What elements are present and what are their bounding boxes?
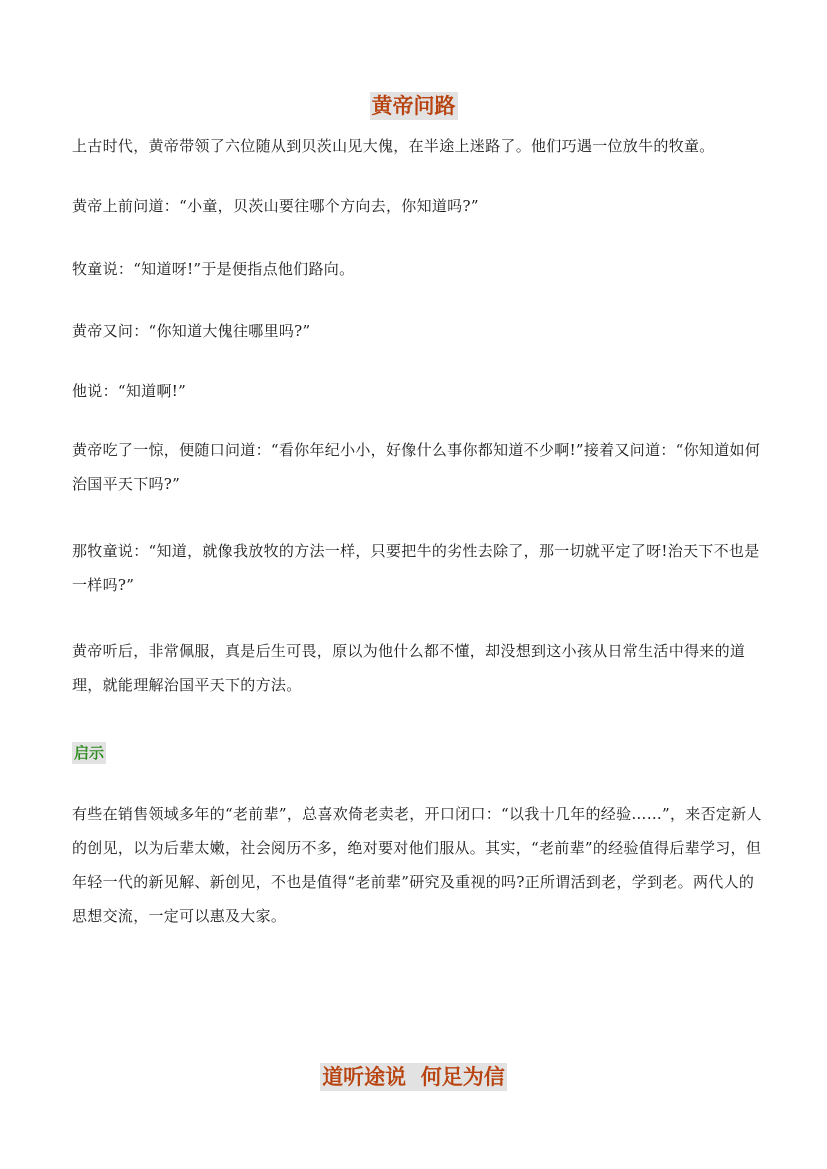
story-title-text: 黄帝问路	[371, 93, 456, 118]
paragraph-answer-dakui: 他说：“知道啊!”	[72, 382, 187, 400]
insight-label-text: 启示	[74, 744, 105, 762]
insight-label	[72, 742, 106, 764]
paragraph-insight: 有些在销售领域多年的“老前辈”，总喜欢倚老卖老，开口闭口：“以我十几年的经验……”，来否定新人的创见，以为后辈太嫩，社会阅历不多，绝对要对他们服从。其实，“老前辈”的经验值得后辈学习，但年轻一代的新见解、新创见，不也是值得“老前辈”研究及重视的吗?正所谓活到老，学到老。两代人的思想交流，一定可以惠及大家。	[72, 805, 762, 925]
paragraph-question-governance: 黄帝吃了一惊，便随口问道：“看你年纪小小，好像什么事你都知道不少啊!”接着又问道：“你知道如何治国平天下吗?”	[72, 441, 761, 493]
paragraph-intro: 上古时代，黄帝带领了六位随从到贝茨山见大傀，在半途上迷路了。他们巧遇一位放牛的牧童。	[72, 137, 715, 155]
paragraph-answer-direction: 牧童说：“知道呀!”于是便指点他们路向。	[72, 260, 355, 278]
next-story-title-text: 道听途说 何足为信	[322, 1064, 505, 1089]
paragraph-question-direction: 黄帝上前问道：“小童，贝茨山要往哪个方向去，你知道吗?”	[72, 197, 479, 215]
next-story-title	[0, 1063, 827, 1091]
paragraph-question-dakui: 黄帝又问：“你知道大傀往哪里吗?”	[72, 322, 311, 340]
story-title	[0, 92, 827, 120]
paragraph-conclusion: 黄帝听后，非常佩服，真是后生可畏，原以为他什么都不懂，却没想到这小孩从日常生活中得来的道理，就能理解治国平天下的方法。	[72, 642, 746, 694]
paragraph-answer-governance: 那牧童说：“知道，就像我放牧的方法一样，只要把牛的劣性去除了，那一切就平定了呀!治天下不也是一样吗?”	[72, 542, 760, 594]
